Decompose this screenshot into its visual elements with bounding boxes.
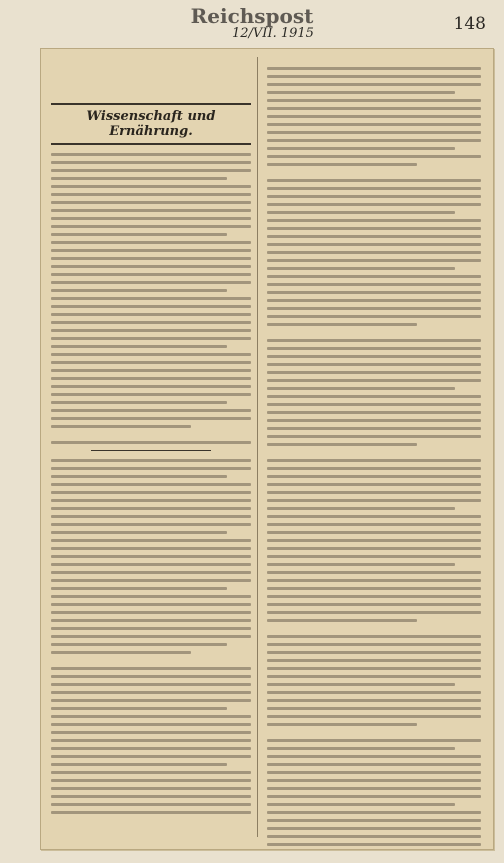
text-line-placeholder [267,435,481,438]
text-line-placeholder [267,739,481,742]
text-line-placeholder [267,747,455,750]
text-line-placeholder [267,83,481,86]
text-line-placeholder [51,611,251,614]
text-line-placeholder [267,803,455,806]
text-line-placeholder [51,217,251,220]
text-line-placeholder [267,419,481,422]
text-line-placeholder [267,611,481,614]
text-line-placeholder [267,163,417,166]
text-line-placeholder [267,243,481,246]
text-line-placeholder [267,843,481,846]
text-line-placeholder [51,619,251,622]
text-line-placeholder [267,707,481,710]
text-line-placeholder [267,315,481,318]
article-column-left [51,59,251,819]
text-line-placeholder [51,313,251,316]
text-line-placeholder [267,299,481,302]
text-line-placeholder [267,395,481,398]
text-line-placeholder [51,691,251,694]
text-line-placeholder [51,627,251,630]
text-line-placeholder [267,683,455,686]
text-line-placeholder [51,321,251,324]
handwritten-date: 12/VII. 1915 [232,26,314,41]
text-line-placeholder [267,139,481,142]
text-line-placeholder [51,425,191,428]
text-line-placeholder [51,739,251,742]
text-line-placeholder [267,307,481,310]
text-line-placeholder [51,353,251,356]
text-line-placeholder [267,579,481,582]
text-line-placeholder [267,595,481,598]
text-line-placeholder [51,281,251,284]
text-line-placeholder [51,563,251,566]
text-line-placeholder [51,515,251,518]
text-line-placeholder [267,67,481,70]
article-heading: Wissenschaft und Ernährung. [51,103,251,145]
text-line-placeholder [267,347,481,350]
text-line-placeholder [51,401,227,404]
text-line-placeholder [267,379,481,382]
text-line-placeholder [267,219,481,222]
text-line-placeholder [51,185,251,188]
text-line-placeholder [267,227,481,230]
text-line-placeholder [267,771,481,774]
text-line-placeholder [267,363,481,366]
text-line-placeholder [267,667,481,670]
text-line-placeholder [267,235,481,238]
text-line-placeholder [51,169,251,172]
text-line-placeholder [267,691,481,694]
column-divider [257,57,258,837]
text-line-placeholder [267,323,417,326]
text-line-placeholder [267,131,481,134]
page-number: 148 [453,14,486,34]
text-line-placeholder [51,459,251,462]
text-line-placeholder [51,329,251,332]
section-separator [91,450,211,451]
text-line-placeholder [267,339,481,342]
text-line-placeholder [51,209,251,212]
text-line-placeholder [51,579,251,582]
text-line-placeholder [267,507,455,510]
text-line-placeholder [51,507,251,510]
text-line-placeholder [267,195,481,198]
text-line-placeholder [51,555,251,558]
text-line-placeholder [267,531,481,534]
text-line-placeholder [51,723,251,726]
text-line-placeholder [267,827,481,830]
text-line-placeholder [267,755,481,758]
text-line-placeholder [51,377,251,380]
text-line-placeholder [267,267,455,270]
text-line-placeholder [267,115,481,118]
text-line-placeholder [267,795,481,798]
text-line-placeholder [267,187,481,190]
text-line-placeholder [267,659,481,662]
article-body-right [267,67,481,850]
text-line-placeholder [267,427,481,430]
text-line-placeholder [267,259,481,262]
text-line-placeholder [267,387,455,390]
text-line-placeholder [51,675,251,678]
text-line-placeholder [51,345,227,348]
text-line-placeholder [267,123,481,126]
text-line-placeholder [51,241,251,244]
text-line-placeholder [267,603,481,606]
text-line-placeholder [267,555,481,558]
text-line-placeholder [267,587,481,590]
text-line-placeholder [51,289,227,292]
text-line-placeholder [51,803,251,806]
text-line-placeholder [51,491,251,494]
text-line-placeholder [267,283,481,286]
text-line-placeholder [267,179,481,182]
text-line-placeholder [267,459,481,462]
text-line-placeholder [51,547,251,550]
text-line-placeholder [267,355,481,358]
text-line-placeholder [51,539,251,542]
text-line-placeholder [51,305,251,308]
text-line-placeholder [267,499,481,502]
text-line-placeholder [51,635,251,638]
text-line-placeholder [267,371,481,374]
text-line-placeholder [267,715,481,718]
text-line-placeholder [267,91,455,94]
text-line-placeholder [51,193,251,196]
text-line-placeholder [51,755,251,758]
text-line-placeholder [267,147,455,150]
text-line-placeholder [51,587,227,590]
text-line-placeholder [51,571,251,574]
text-line-placeholder [267,547,481,550]
text-line-placeholder [51,249,251,252]
text-line-placeholder [267,491,481,494]
text-line-placeholder [267,107,481,110]
text-line-placeholder [51,153,251,156]
text-line-placeholder [51,763,227,766]
text-line-placeholder [51,161,251,164]
text-line-placeholder [51,643,227,646]
text-line-placeholder [51,731,251,734]
text-line-placeholder [51,417,251,420]
text-line-placeholder [51,747,251,750]
text-line-placeholder [51,699,251,702]
text-line-placeholder [51,265,251,268]
text-line-placeholder [267,651,481,654]
text-line-placeholder [51,225,251,228]
text-line-placeholder [51,273,251,276]
text-line-placeholder [51,337,251,340]
text-line-placeholder [267,203,481,206]
text-line-placeholder [51,441,251,444]
text-line-placeholder [51,667,251,670]
text-line-placeholder [267,563,455,566]
text-line-placeholder [267,835,481,838]
text-line-placeholder [51,233,227,236]
text-line-placeholder [51,531,227,534]
text-line-placeholder [51,595,251,598]
text-line-placeholder [51,795,251,798]
text-line-placeholder [267,643,481,646]
text-line-placeholder [267,787,481,790]
text-line-placeholder [51,683,251,686]
text-line-placeholder [51,499,251,502]
text-line-placeholder [51,651,191,654]
text-line-placeholder [51,393,251,396]
text-line-placeholder [267,635,481,638]
text-line-placeholder [51,811,251,814]
text-line-placeholder [51,787,251,790]
text-line-placeholder [267,211,455,214]
text-line-placeholder [51,779,251,782]
text-line-placeholder [51,771,251,774]
text-line-placeholder [267,699,481,702]
text-line-placeholder [267,251,481,254]
text-line-placeholder [51,467,251,470]
text-line-placeholder [267,723,417,726]
text-line-placeholder [267,819,481,822]
text-line-placeholder [51,361,251,364]
text-line-placeholder [267,811,481,814]
text-line-placeholder [51,603,251,606]
text-line-placeholder [51,385,251,388]
text-line-placeholder [51,715,251,718]
text-line-placeholder [51,483,251,486]
text-line-placeholder [51,475,227,478]
text-line-placeholder [267,291,481,294]
text-line-placeholder [267,403,481,406]
text-line-placeholder [267,475,481,478]
text-line-placeholder [267,539,481,542]
text-line-placeholder [267,155,481,158]
text-line-placeholder [267,99,481,102]
text-line-placeholder [267,523,481,526]
text-line-placeholder [51,369,251,372]
text-line-placeholder [267,779,481,782]
text-line-placeholder [267,467,481,470]
article-body-left [51,153,251,814]
text-line-placeholder [51,201,251,204]
text-line-placeholder [267,571,481,574]
text-line-placeholder [267,75,481,78]
text-line-placeholder [51,257,251,260]
text-line-placeholder [51,523,251,526]
text-line-placeholder [51,707,227,710]
text-line-placeholder [267,411,481,414]
newspaper-clipping [40,48,494,850]
text-line-placeholder [51,297,251,300]
article-column-right [267,59,481,850]
text-line-placeholder [267,275,481,278]
text-line-placeholder [267,443,417,446]
text-line-placeholder [267,515,481,518]
text-line-placeholder [51,409,251,412]
text-line-placeholder [267,763,481,766]
text-line-placeholder [267,619,417,622]
text-line-placeholder [267,483,481,486]
newspaper-masthead: Reichspost [190,4,314,28]
text-line-placeholder [51,177,227,180]
text-line-placeholder [267,675,481,678]
